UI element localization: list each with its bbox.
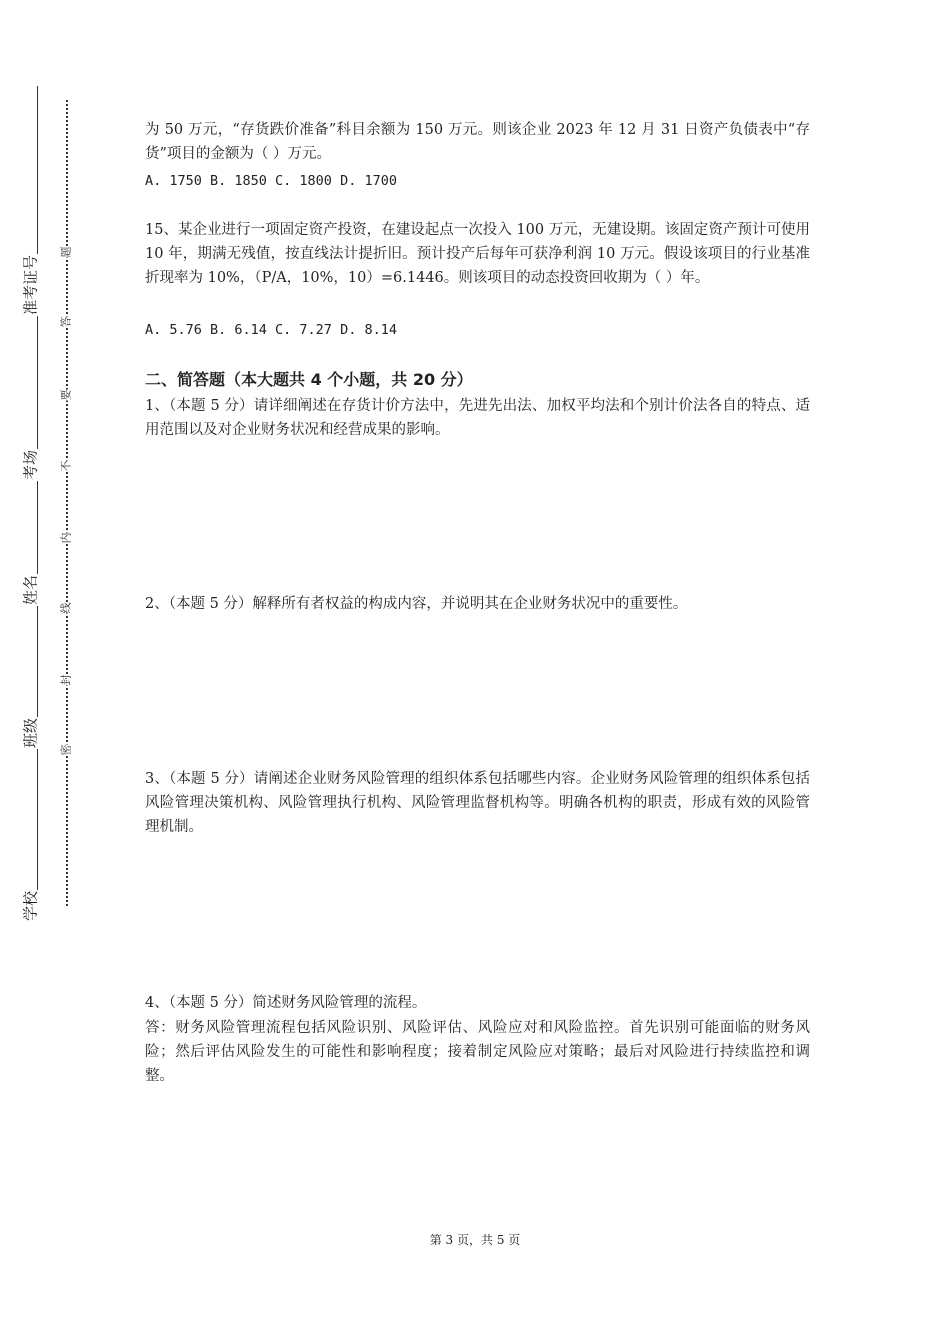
- seal-char-nei: 内: [59, 532, 73, 544]
- short-answer-1: 1、（本题 5 分）请详细阐述在存货计价方法中，先进先出法、加权平均法和个别计价法各自的特点、适用范围以及对企业财务状况和经营成果的影响。: [145, 398, 810, 438]
- seal-char-yao: 要: [59, 389, 73, 401]
- short-answer-2: 2、（本题 5 分）解释所有者权益的构成内容，并说明其在企业财务状况中的重要性。: [145, 596, 688, 612]
- question-14-options: A. 1750 B. 1850 C. 1800 D. 1700: [145, 173, 397, 189]
- short-answer-4-answer: 答：财务风险管理流程包括风险识别、风险评估、风险应对和风险监控。首先识别可能面临的财务风险；然后评估风险发生的可能性和影响程度；接着制定风险应对策略；最后对风险进行持续监控和调整。: [145, 1020, 810, 1084]
- question-14-text: 为 50 万元，“存货跌价准备”科目余额为 150 万元。则该企业 2023 年 12 月 31 日资产负债表中“存货”项目的金额为（ ）万元。: [145, 122, 810, 162]
- short-answer-4: 4、（本题 5 分）简述财务风险管理的流程。: [145, 995, 427, 1011]
- binding-solid-line: [37, 86, 38, 920]
- question-15-options: A. 5.76 B. 6.14 C. 7.27 D. 8.14: [145, 322, 397, 338]
- exam-room-label: 考场: [21, 449, 40, 481]
- seal-char-xian: 线: [59, 602, 73, 614]
- admission-number-label: 准考证号: [21, 254, 40, 316]
- question-15-text: 15、某企业进行一项固定资产投资，在建设起点一次投入 100 万元，无建设期。该固定资产预计可使用 10 年，期满无残值，按直线法计提折旧。预计投产后每年可获净利润 10 万元。假设该项目的行业基准折现率为 10%，（P/A，10%，10）=6.1446。则该项目的动态投资回收期为（ ）年。: [145, 222, 810, 286]
- question-content: [145, 0, 810, 1200]
- name-label: 姓名: [21, 574, 40, 606]
- seal-char-mi: 密: [59, 744, 73, 756]
- seal-char-bu: 不: [59, 460, 73, 472]
- page-number: 第 3 页，共 5 页: [429, 1233, 521, 1247]
- seal-char-da: 答: [59, 316, 73, 328]
- short-answer-3: 3、（本题 5 分）请阐述企业财务风险管理的组织体系包括哪些内容。企业财务风险管理的组织体系包括风险管理决策机构、风险管理执行机构、风险管理监督机构等。明确各机构的职责，形成有效的风险管理机制。: [145, 771, 810, 835]
- school-label: 学校: [21, 890, 40, 922]
- class-label: 班级: [21, 717, 40, 749]
- seal-char-feng: 封: [59, 674, 73, 686]
- section-title: 二、简答题（本大题共 4 个小题，共 20 分）: [145, 370, 473, 389]
- seal-dotted-line: [66, 100, 68, 906]
- seal-char-ti: 题: [59, 246, 73, 258]
